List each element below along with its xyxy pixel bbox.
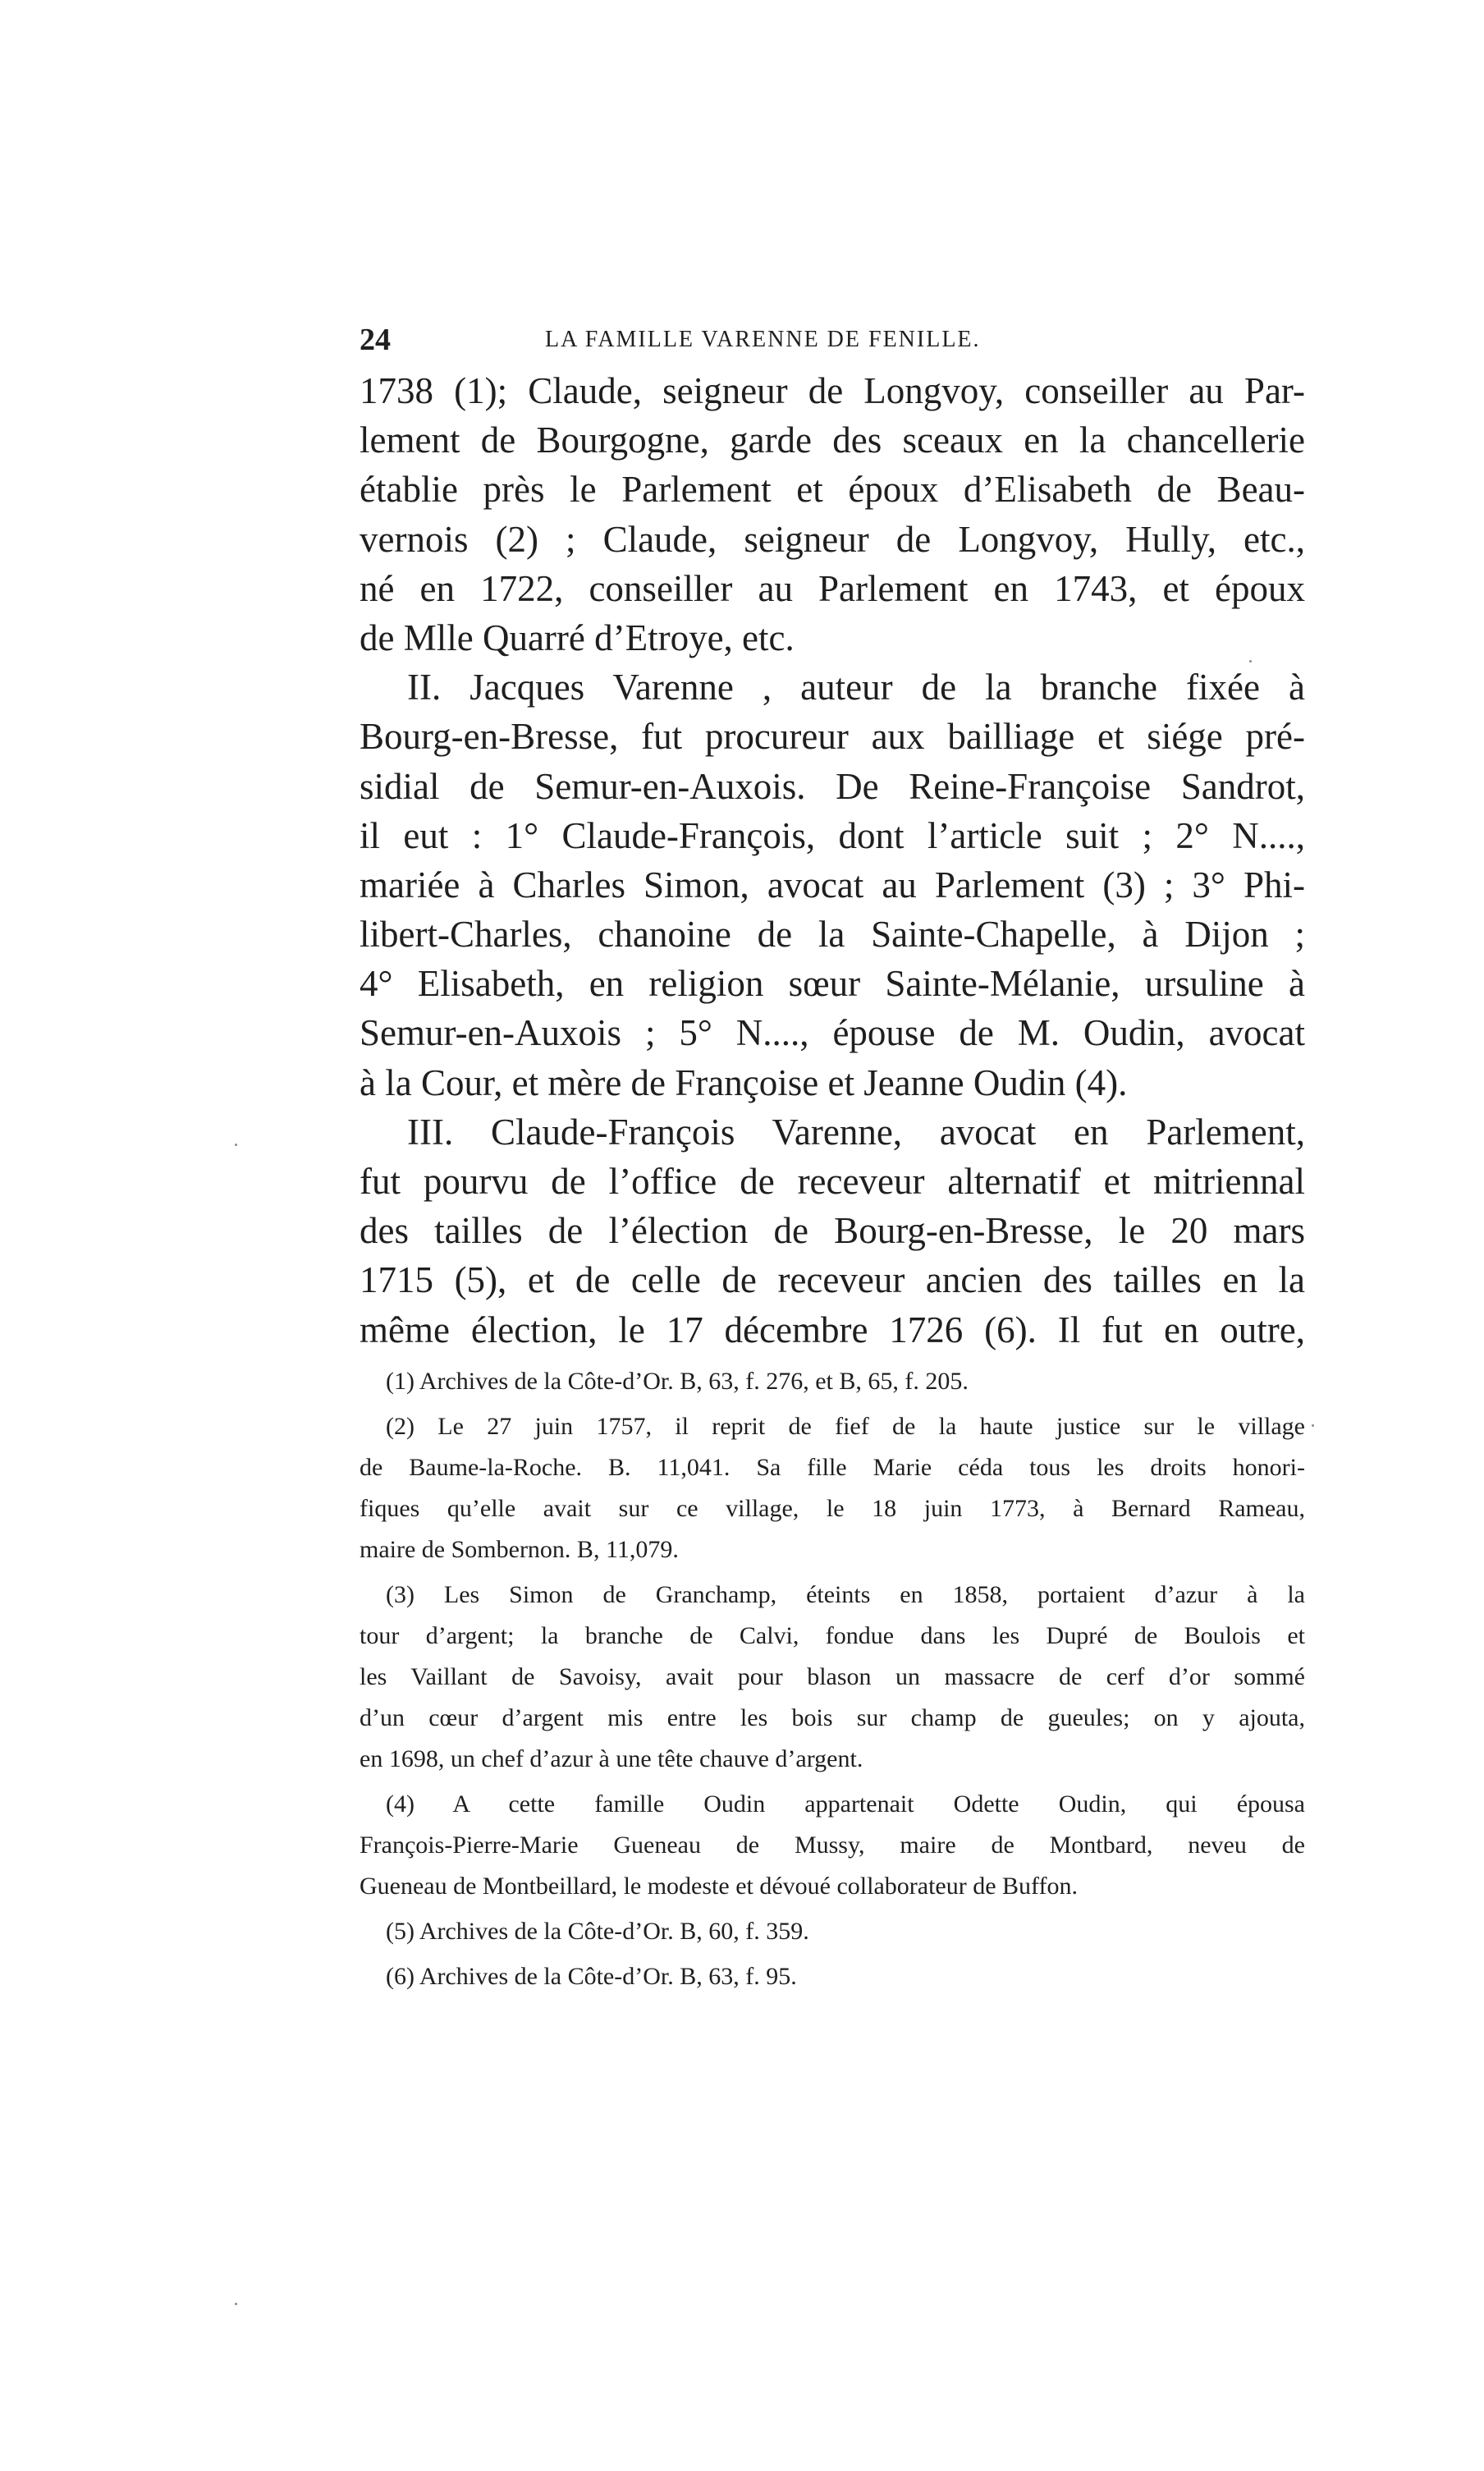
body-line: II. Jacques Varenne , auteur de la branche fixée à	[407, 667, 1305, 708]
footnote-line: (5) Archives de la Côte-d’Or. B, 60, f. 359.	[386, 1918, 809, 1945]
body-line: Semur-en-Auxois ; 5° N...., épouse de M. Oudin, avocat	[360, 1012, 1305, 1054]
running-head	[360, 322, 1305, 371]
footnote-line: d’un cœur d’argent mis entre les bois sur champ de gueules; on y ajouta,	[360, 1704, 1305, 1731]
body-line: de Mlle Quarré d’Etroye, etc.	[360, 617, 795, 658]
footnote-line: fiques qu’elle avait sur ce village, le 18 juin 1773, à Bernard Rameau,	[360, 1495, 1305, 1522]
footnote-line: en 1698, un chef d’azur à une tête chauve d’argent.	[360, 1745, 863, 1772]
paper-speck	[1312, 1424, 1314, 1427]
body-line: il eut : 1° Claude-François, dont l’article suit ; 2° N....,	[360, 814, 1305, 856]
body-line: né en 1722, conseiller au Parlement en 1743, et époux	[360, 567, 1305, 609]
footnotes	[360, 1361, 1305, 1997]
footnote-line: François-Pierre-Marie Gueneau de Mussy, maire de Montbard, neveu de	[360, 1831, 1305, 1859]
body-line: lement de Bourgogne, garde des sceaux en la chancellerie	[360, 419, 1305, 461]
body-line: à la Cour, et mère de Françoise et Jeanne Oudin (4).	[360, 1061, 1128, 1103]
body-line: Bourg-en-Bresse, fut procureur aux bailliage et siége pré-	[360, 716, 1305, 758]
body-line: 1738 (1); Claude, seigneur de Longvoy, conseiller au Par-	[360, 370, 1305, 411]
body-line: 1715 (5), et de celle de receveur ancien des tailles en la	[360, 1259, 1305, 1301]
footnote-line: de Baume-la-Roche. B. 11,041. Sa fille Marie céda tous les droits honori-	[360, 1454, 1305, 1481]
body-text	[360, 366, 1305, 1355]
body-line: des tailles de l’élection de Bourg-en-Bresse, le 20 mars	[360, 1210, 1305, 1252]
footnote-line: les Vaillant de Savoisy, avait pour blason un massacre de cerf d’or sommé	[360, 1663, 1305, 1690]
body-line: libert-Charles, chanoine de la Sainte-Chapelle, à Dijon ;	[360, 914, 1305, 956]
footnote-line: maire de Sombernon. B, 11,079.	[360, 1536, 679, 1563]
page-number: 24	[360, 323, 391, 357]
footnote-line: (3) Les Simon de Granchamp, éteints en 1858, portaient d’azur à la	[386, 1581, 1305, 1608]
body-line: fut pourvu de l’office de receveur alternatif et mitriennal	[360, 1161, 1305, 1202]
footnote-line: (4) A cette famille Oudin appartenait Odette Oudin, qui épousa	[386, 1790, 1305, 1818]
body-line: sidial de Semur-en-Auxois. De Reine-Françoise Sandrot,	[360, 765, 1305, 807]
body-line: mariée à Charles Simon, avocat au Parlement (3) ; 3° Phi-	[360, 864, 1305, 905]
running-title: LA FAMILLE VARENNE DE FENILLE.	[545, 327, 981, 352]
body-line: établie près le Parlement et époux d’Elisabeth de Beau-	[360, 469, 1305, 511]
footnote-line: tour d’argent; la branche de Calvi, fondue dans les Dupré de Boulois et	[360, 1622, 1305, 1649]
paper-speck	[1249, 660, 1252, 662]
footnote-line: Gueneau de Montbeillard, le modeste et dévoué collaborateur de Buffon.	[360, 1873, 1078, 1900]
body-line: vernois (2) ; Claude, seigneur de Longvoy, Hully, etc.,	[360, 518, 1305, 560]
body-line: III. Claude-François Varenne, avocat en Parlement,	[407, 1111, 1305, 1153]
body-line: 4° Elisabeth, en religion sœur Sainte-Mélanie, ursuline à	[360, 963, 1305, 1005]
paper-speck	[235, 2303, 237, 2305]
paper-speck	[235, 1144, 237, 1146]
footnote-line: (6) Archives de la Côte-d’Or. B, 63, f. 95.	[386, 1963, 797, 1990]
footnote-line: (1) Archives de la Côte-d’Or. B, 63, f. 276, et B, 65, f. 205.	[386, 1368, 969, 1395]
body-line: même élection, le 17 décembre 1726 (6). Il fut en outre,	[360, 1309, 1305, 1350]
footnote-line: (2) Le 27 juin 1757, il reprit de fief de la haute justice sur le village	[386, 1413, 1305, 1440]
